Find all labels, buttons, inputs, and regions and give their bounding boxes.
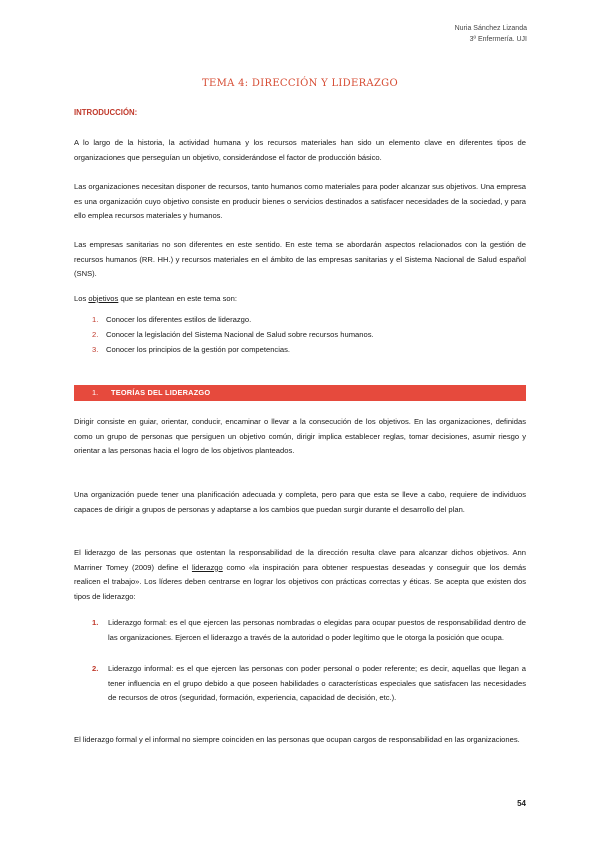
leadership-type-number: 1. xyxy=(92,618,99,627)
leadership-word: liderazgo xyxy=(191,562,223,572)
intro-paragraph-2: Las organizaciones necesitan disponer de recursos, tanto humanos como materiales para poder alcanzar sus objetivos. Una empresa es una organización cuyo objetivo consiste en producir bienes o servicios destinados a satisfacer necesidades de la sociedad, y para ello emplea recursos materiales y humanos. xyxy=(74,182,526,220)
leadership-type-number: 2. xyxy=(92,664,99,673)
leadership-definition-a: El liderazgo de las personas que ostentan la responsabilidad de la dirección resulta clave para alcanzar dichos objetivos. Ann Marriner Tomey (2009) define el xyxy=(74,548,526,572)
section-title: TEORÍAS DEL LIDERAZGO xyxy=(111,388,211,397)
section-paragraph-4: El liderazgo formal y el informal no siempre coinciden en las personas que ocupan cargos de responsabilidad en las organizaciones. xyxy=(74,735,520,744)
objective-number: 3. xyxy=(92,345,99,354)
intro-paragraph-1: A lo largo de la historia, la actividad humana y los recursos materiales han sido un elemento clave en diferentes tipos de organizaciones que perseguían un objetivo, considerándose el factor de producción básico. xyxy=(74,138,526,162)
section-paragraph-1: Dirigir consiste en guiar, orientar, conducir, encaminar o llevar a la consecución de los objetivos. En las organizaciones, definidas como un grupo de personas que persiguen un objetivo común, dirigir implica establecer reglas, tomar decisiones, asumir riesgo y orientar a las personas hacia el logro de los objetivos planteados. xyxy=(74,417,526,455)
topic-title: TEMA 4: DIRECCIÓN Y LIDERAZGO xyxy=(202,78,398,89)
intro-heading: INTRODUCCIÓN: xyxy=(74,108,138,117)
leadership-definition-b: como «la inspiración para obtener respuestas deseadas y conseguir que los demás realicen el trabajo». Los líderes deben centrarse en lograr los objetivos con prácticas correctas y éticas. Se acepta que existen dos tipos de liderazgo: xyxy=(74,562,526,601)
objectives-word: objetivos xyxy=(88,294,119,303)
objective-text: Conocer los diferentes estilos de liderazgo. xyxy=(106,315,252,324)
objective-text: Conocer la legislación del Sistema Nacional de Salud sobre recursos humanos. xyxy=(106,330,374,339)
objective-number: 1. xyxy=(92,315,99,324)
section-heading-bar xyxy=(74,385,526,401)
header-course: 3º Enfermería. UJI xyxy=(469,36,527,43)
objective-text: Conocer los principios de la gestión por competencias. xyxy=(106,345,291,354)
leadership-type-item xyxy=(92,662,526,706)
leadership-type-text: Liderazgo formal: es el que ejercen las personas nombradas o elegidas para ocupar puestos de responsabilidad dentro de las organizaciones. Ejercen el liderazgo a través de la autoridad o poder legítimo que le otorga la posición que ocupa. xyxy=(108,618,526,642)
header-author: Nuria Sánchez Lizanda xyxy=(454,25,527,32)
section-paragraph-2: Una organización puede tener una planificación adecuada y completa, pero para que esta se lleve a cabo, requiere de individuos capaces de dirigir a grupos de personas y adaptarse a los cambios que puedan surgir durante el desarrollo del plan. xyxy=(74,490,526,514)
section-paragraph-3 xyxy=(74,546,526,604)
objectives-prefix: Los xyxy=(74,294,89,303)
objectives-suffix: que se plantean en este tema son: xyxy=(118,294,237,303)
page-number: 54 xyxy=(517,799,526,808)
intro-paragraph-3: Las empresas sanitarias no son diferentes en este sentido. En este tema se abordarán aspectos relacionados con la gestión de recursos humanos (RR. HH.) y recursos materiales en el ámbito de las empresas sanitarias y el Sistema Nacional de Salud español (SNS). xyxy=(74,240,526,278)
leadership-type-text: Liderazgo informal: es el que ejercen las personas con poder personal o poder referente; es decir, aquellas que llegan a tener influencia en el grupo debido a que poseen habilidades o características especiales que satisfacen las necesidades de recursos de otros (seguridad, formación, experiencia, capacidad de decisión, etc.). xyxy=(108,664,526,702)
objectives-intro xyxy=(74,292,526,307)
leadership-type-item xyxy=(92,616,526,645)
section-number: 1. xyxy=(92,388,99,397)
objective-number: 2. xyxy=(92,330,99,339)
